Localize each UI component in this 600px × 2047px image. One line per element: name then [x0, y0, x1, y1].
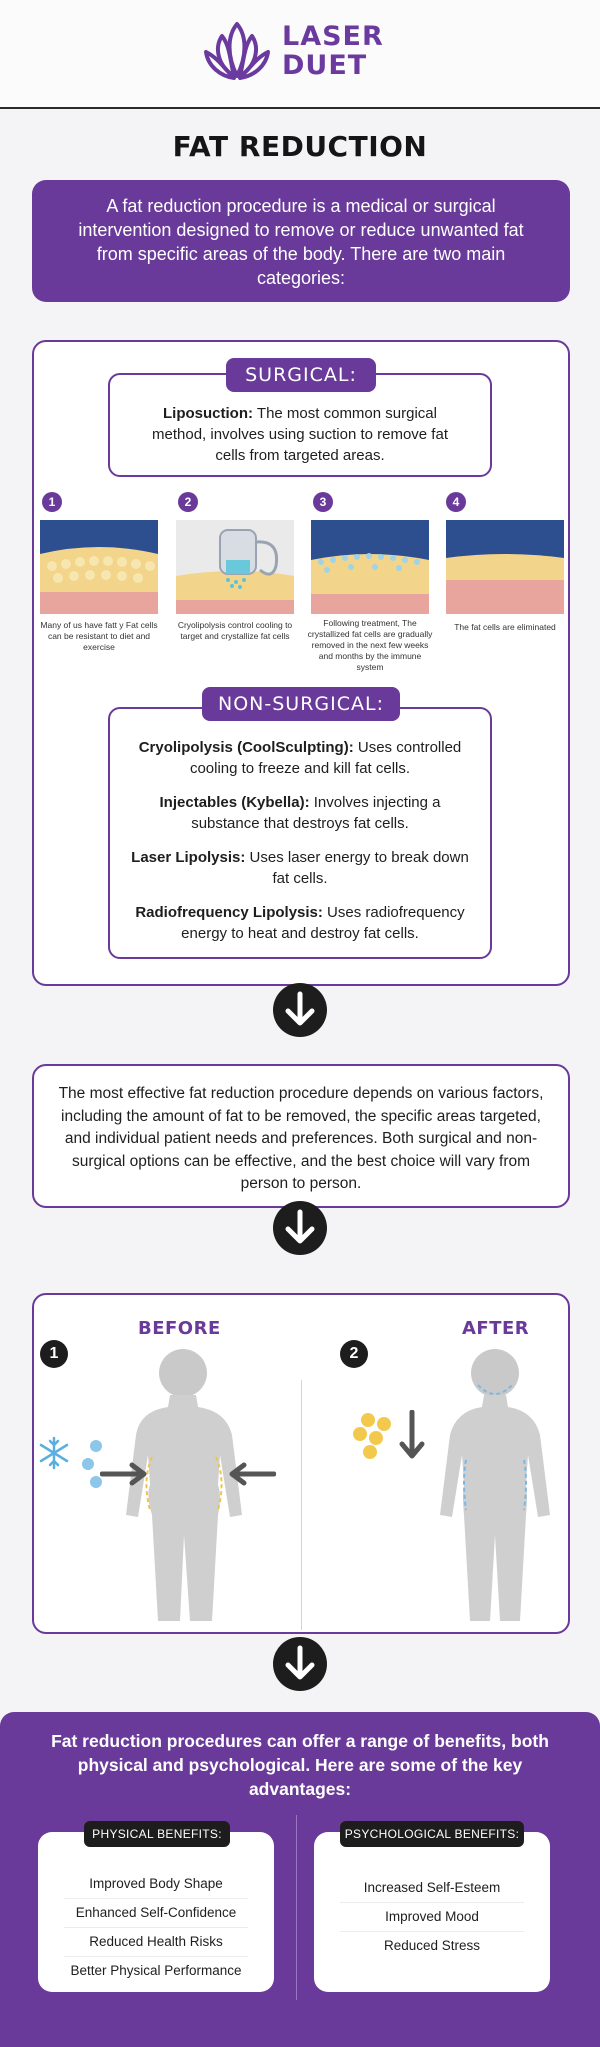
arrow-right-icon [100, 1462, 148, 1486]
step-3-caption: Following treatment, The crystallized fat cells are gradually removed in the next few weeks and months by the immune system [307, 618, 433, 672]
arrow-down-icon [272, 1200, 328, 1256]
arrow-down-icon [272, 1636, 328, 1692]
ns-item-title: Cryolipolysis (CoolSculpting): [138, 739, 354, 756]
lotus-icon [200, 20, 274, 86]
page-title: FAT REDUCTION [172, 130, 428, 163]
physical-benefits-label: PHYSICAL BENEFITS: [84, 1821, 230, 1847]
arrow-down-icon [272, 982, 328, 1038]
step-2-illustration [176, 520, 294, 614]
step-1-caption: Many of us have fatt y Fat cells can be resistant to diet and exercise [40, 620, 158, 652]
physical-benefit-item: Improved Body Shape [64, 1870, 248, 1899]
before-label: BEFORE [138, 1318, 221, 1339]
ns-item-text: Uses laser energy to break down fat cells. [245, 849, 469, 887]
snowflake-icon [36, 1435, 72, 1471]
step-4-illustration [446, 520, 564, 614]
psychological-benefits-label: PSYCHOLOGICAL BENEFITS: [340, 1821, 524, 1847]
ns-item-radiofrequency [126, 902, 474, 944]
step-3-illustration [311, 520, 429, 614]
ns-item-cryolipolysis [126, 737, 474, 779]
step-4-number: 4 [446, 492, 466, 512]
intro-box [32, 180, 570, 302]
benefits-divider [296, 1815, 297, 2000]
before-number: 1 [40, 1340, 68, 1368]
effectiveness-text: The most effective fat reduction procedure depends on various factors, including the amount of fat to be removed, the specific areas targeted, and individual patient needs and preferences. Both surgical and non-surgical options can be effective, and the best choice will vary from person to person. [58, 1085, 544, 1192]
before-after-divider [301, 1380, 302, 1630]
ns-item-text: Involves injecting a substance that destroys fat cells. [191, 794, 441, 832]
psych-benefit-item: Increased Self-Esteem [340, 1874, 524, 1903]
arrow-left-icon [228, 1462, 276, 1486]
physical-benefit-item: Reduced Health Risks [64, 1928, 248, 1957]
non-surgical-label: NON-SURGICAL: [202, 687, 400, 721]
liposuction-title: Liposuction: [163, 405, 254, 422]
ns-item-title: Radiofrequency Lipolysis: [135, 904, 323, 921]
body-after-figure [430, 1345, 560, 1625]
after-label: AFTER [462, 1318, 530, 1339]
physical-benefits-card [38, 1832, 274, 1992]
ns-item-text: Uses radiofrequency energy to heat and destroy fat cells. [181, 904, 465, 942]
ns-item-laser-lipolysis [126, 847, 474, 889]
effectiveness-box [32, 1064, 570, 1208]
step-2-caption: Cryolipolysis control cooling to target and crystallize fat cells [177, 620, 293, 641]
liposuction-text: The most common surgical method, involves using suction to remove fat cells from targeted areas. [152, 405, 448, 464]
brand-line2: DUET [282, 50, 368, 81]
after-number: 2 [340, 1340, 368, 1368]
step-1-illustration [40, 520, 158, 614]
step-3-number: 3 [313, 492, 333, 512]
step-1-number: 1 [42, 492, 62, 512]
psych-benefit-item: Improved Mood [340, 1903, 524, 1932]
psych-benefit-item: Reduced Stress [383, 1938, 481, 1953]
ns-item-text: Uses controlled cooling to freeze and kill fat cells. [189, 739, 462, 777]
ns-item-title: Injectables (Kybella): [159, 794, 310, 811]
psychological-benefits-card [314, 1832, 550, 1992]
ns-item-injectables [126, 792, 474, 834]
step-2-number: 2 [178, 492, 198, 512]
intro-text: A fat reduction procedure is a medical or surgical intervention designed to remove or reduce unwanted fat from specific areas of the body. There are two main categories: [78, 196, 524, 288]
physical-benefit-item: Enhanced Self-Confidence [64, 1899, 248, 1928]
benefits-intro: Fat reduction procedures can offer a range of benefits, both physical and psychological. Here are some of the key advantages: [51, 1731, 549, 1799]
fat-cells-icon [350, 1410, 404, 1460]
brand-line1: LASER [282, 21, 384, 52]
ns-item-title: Laser Lipolysis: [131, 849, 246, 866]
header-divider [0, 107, 600, 109]
arrow-down-small-icon [398, 1410, 426, 1462]
brand-logo [282, 22, 422, 80]
non-surgical-box [108, 707, 492, 959]
surgical-label: SURGICAL: [226, 358, 376, 392]
physical-benefit-item: Better Physical Performance [70, 1963, 242, 1978]
step-4-caption: The fat cells are eliminated [454, 622, 556, 632]
